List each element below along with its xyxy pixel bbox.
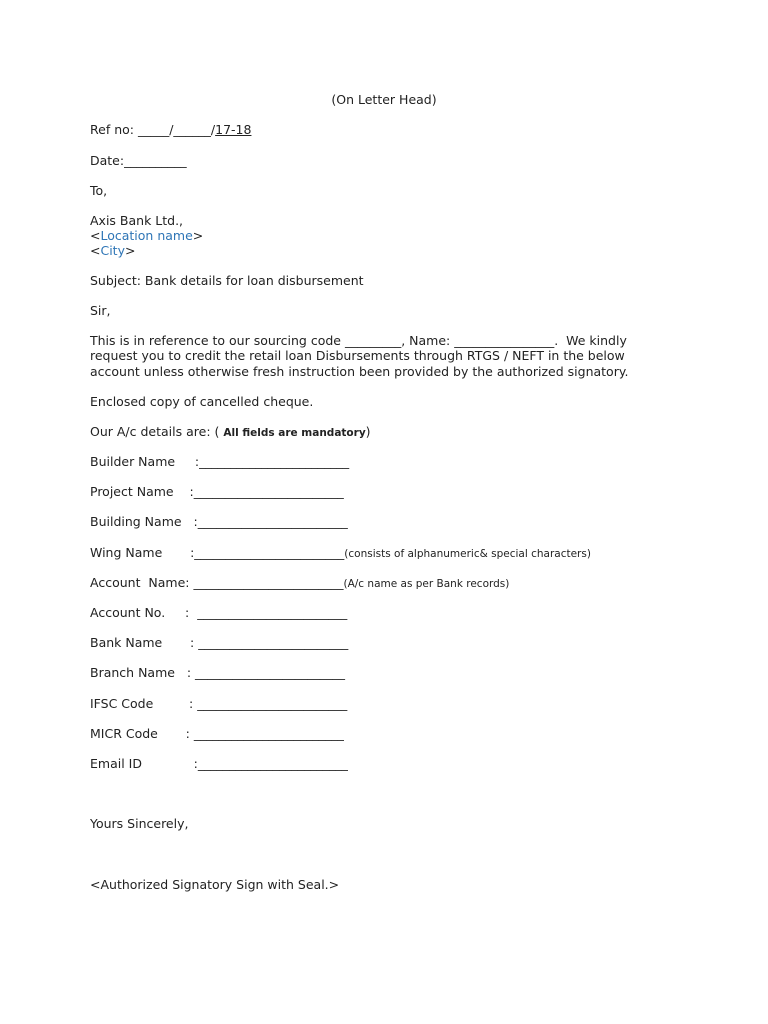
closing-line: Yours Sincerely, xyxy=(90,816,189,831)
body-paragraph-line-1: This is in reference to our sourcing code _________, Name: ________________. We kindly xyxy=(90,333,627,348)
field-micr-code: MICR Code : ________________________ xyxy=(90,726,344,741)
ref-number-line xyxy=(90,122,251,138)
to-line: To, xyxy=(90,183,108,198)
subject-line: Subject: Bank details for loan disbursement xyxy=(90,273,364,288)
salutation: Sir, xyxy=(90,303,111,318)
field-branch-name: Branch Name : ________________________ xyxy=(90,665,346,680)
field-builder-name: Builder Name :________________________ xyxy=(90,454,350,469)
body-paragraph-line-3: account unless otherwise fresh instruction been provided by the authorized signatory. xyxy=(90,364,629,379)
city-line: <City> xyxy=(90,243,136,258)
enclosed-note: Enclosed copy of cancelled cheque. xyxy=(90,394,314,409)
ref-year: 17-18 xyxy=(215,122,252,137)
field-account-no: Account No. : ________________________ xyxy=(90,605,348,620)
ref-label: Ref no: _____/______/ xyxy=(90,122,216,137)
signature-placeholder: <Authorized Signatory Sign with Seal.> xyxy=(90,877,340,892)
mandatory-note: All fields are mandatory xyxy=(223,427,366,439)
field-email-id: Email ID :________________________ xyxy=(90,756,348,771)
field-wing-name: Wing Name :________________________(consists of alphanumeric& special characters) xyxy=(90,545,591,560)
location-placeholder: Location name xyxy=(100,228,193,243)
field-building-name: Building Name :________________________ xyxy=(90,514,348,529)
letterhead-note: (On Letter Head) xyxy=(331,92,437,107)
field-ifsc-code: IFSC Code : ________________________ xyxy=(90,696,348,711)
account-name-note: (A/c name as per Bank records) xyxy=(343,578,510,590)
ac-details-line: Our A/c details are: ( All fields are mandatory) xyxy=(90,424,371,439)
date-line: Date:__________ xyxy=(90,153,187,168)
city-placeholder: City xyxy=(100,243,125,258)
bank-name-line: Axis Bank Ltd., xyxy=(90,213,184,228)
body-paragraph-line-2: request you to credit the retail loan Disbursements through RTGS / NEFT in the below xyxy=(90,348,625,363)
field-account-name: Account Name: ________________________(A/c name as per Bank records) xyxy=(90,575,510,590)
field-project-name: Project Name :________________________ xyxy=(90,484,344,499)
wing-name-note: (consists of alphanumeric& special characters) xyxy=(344,548,591,560)
location-line: <Location name> xyxy=(90,228,204,243)
field-bank-name: Bank Name : ________________________ xyxy=(90,635,349,650)
